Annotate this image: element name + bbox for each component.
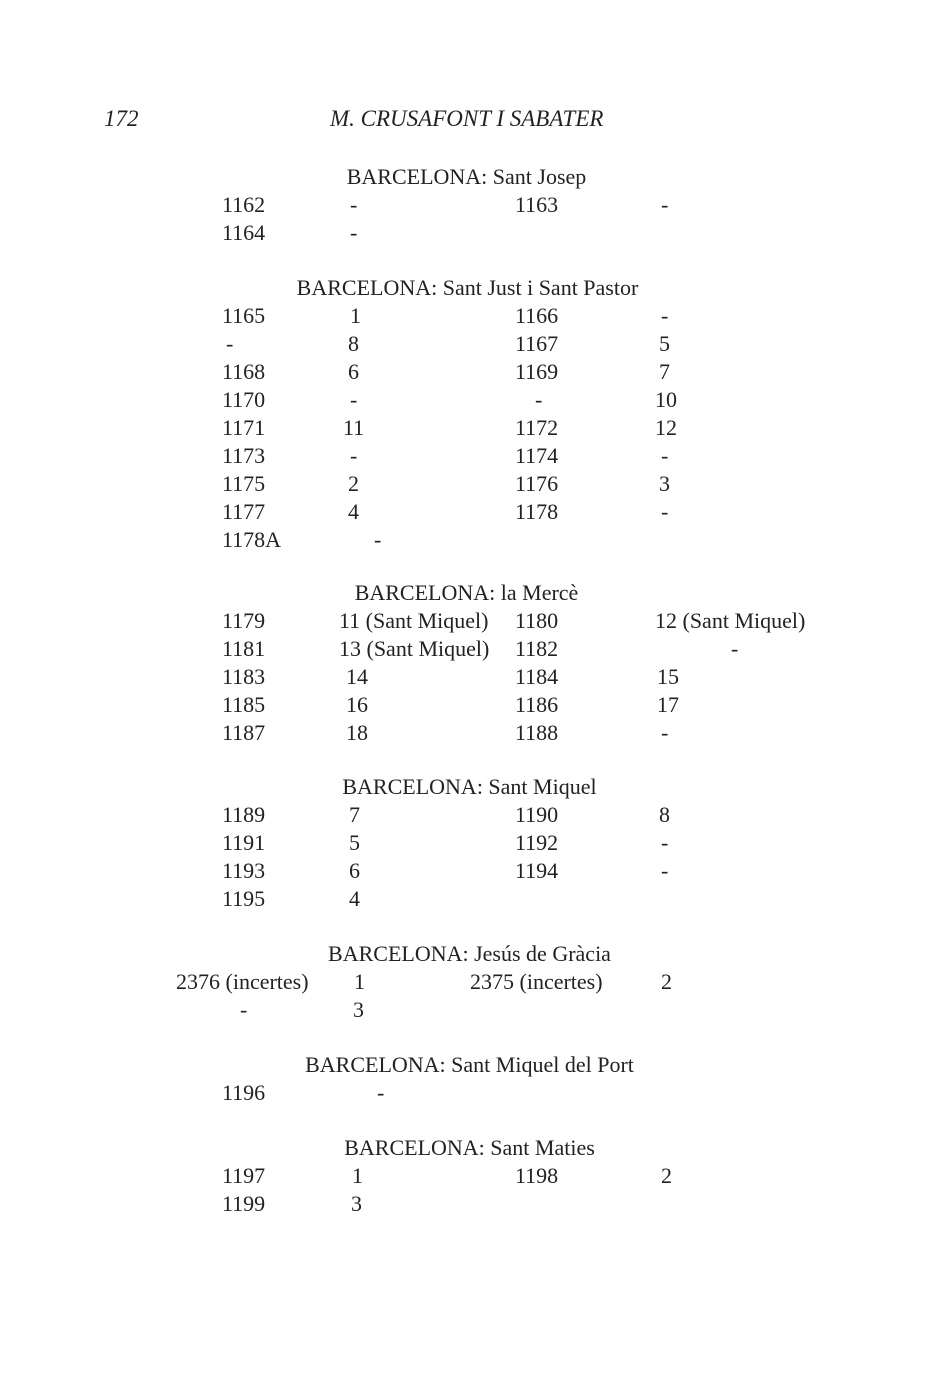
table-row [0,443,927,471]
table-row [0,387,927,415]
table-row [0,415,927,443]
table-row [0,1163,927,1191]
cell: 1164 [222,220,266,245]
table-row [0,886,927,914]
cell: 11 (Sant Miquel) [339,608,489,633]
cell: 1173 [222,443,266,468]
table-row [0,192,927,220]
cell: - [377,1080,385,1105]
cell: 3 [351,1191,362,1216]
cell: - [226,331,234,356]
table-row [0,1080,927,1108]
cell: 2375 (incertes) [470,969,603,994]
cell: 1180 [515,608,559,633]
table-row [0,997,927,1025]
cell: 2 [661,969,672,994]
cell: - [731,636,739,661]
cell: - [661,443,669,468]
cell: - [240,997,248,1022]
cell: 1169 [515,359,559,384]
cell: 5 [659,331,670,356]
cell: 6 [348,359,359,384]
section-title: BARCELONA: Sant Maties [344,1135,595,1160]
table-row [0,471,927,499]
cell: - [350,387,358,412]
cell: 3 [353,997,364,1022]
cell: 7 [349,802,360,827]
cell: 1176 [515,471,559,496]
cell: 1171 [222,415,266,440]
cell: 1 [352,1163,363,1188]
table-row [0,969,927,997]
cell: 5 [349,830,360,855]
cell: 1195 [222,886,266,911]
cell: 17 [657,692,679,717]
cell: 14 [346,664,368,689]
cell: 1188 [515,720,559,745]
cell: 2 [348,471,359,496]
cell: 1175 [222,471,266,496]
cell: 1178A [222,527,282,552]
cell: 1185 [222,692,266,717]
cell: - [374,527,382,552]
cell: 1 [350,303,361,328]
cell: 3 [659,471,670,496]
cell: 11 [343,415,365,440]
section-title: BARCELONA: Jesús de Gràcia [328,941,611,966]
table-row [0,331,927,359]
section-title: BARCELONA: Sant Josep [346,164,587,189]
table-row [0,527,927,555]
table-row [0,636,927,664]
cell: 1168 [222,359,266,384]
cell: 1194 [515,858,559,883]
cell: - [661,192,669,217]
cell: 1184 [515,664,559,689]
cell: 1177 [222,499,266,524]
cell: 1196 [222,1080,266,1105]
cell: 1187 [222,720,266,745]
cell: 1172 [515,415,559,440]
page-number: 172 [104,106,139,131]
table-row [0,830,927,858]
running-head: M. CRUSAFONT I SABATER [330,106,604,131]
cell: 15 [657,664,679,689]
cell: 1199 [222,1191,266,1216]
cell: 1189 [222,802,266,827]
cell: 1186 [515,692,559,717]
cell: 7 [659,359,670,384]
cell: 1178 [515,499,559,524]
table-row [0,1191,927,1219]
cell: 2 [661,1163,672,1188]
table-row [0,664,927,692]
cell: 12 [655,415,677,440]
cell: 8 [659,802,670,827]
cell: 1181 [222,636,266,661]
table-row [0,608,927,636]
cell: 16 [346,692,368,717]
cell: - [350,192,358,217]
cell: 1162 [222,192,266,217]
table-row [0,499,927,527]
cell: 1170 [222,387,266,412]
cell: 1179 [222,608,266,633]
cell: 1182 [515,636,559,661]
cell: 1192 [515,830,559,855]
cell: 4 [349,886,360,911]
cell: - [661,720,669,745]
cell: - [661,858,669,883]
table-row [0,692,927,720]
cell: 1174 [515,443,559,468]
cell: - [661,303,669,328]
cell: 1190 [515,802,559,827]
cell: 1183 [222,664,266,689]
cell: - [535,387,543,412]
section-title: BARCELONA: Sant Miquel [342,774,597,799]
cell: - [350,220,358,245]
cell: - [661,830,669,855]
cell: 2376 (incertes) [176,969,309,994]
cell: 6 [349,858,360,883]
cell: 1166 [515,303,559,328]
cell: 1198 [515,1163,559,1188]
cell: 4 [348,499,359,524]
cell: 1193 [222,858,266,883]
cell: 1165 [222,303,266,328]
cell: 8 [348,331,359,356]
table-row [0,802,927,830]
table-row [0,720,927,748]
section-title: BARCELONA: Sant Miquel del Port [305,1052,634,1077]
table-row [0,220,927,248]
cell: 1197 [222,1163,266,1188]
cell: - [661,499,669,524]
table-row [0,359,927,387]
cell: 1167 [515,331,559,356]
cell: - [350,443,358,468]
table-row [0,858,927,886]
cell: 18 [346,720,368,745]
section-title: BARCELONA: Sant Just i Sant Pastor [296,275,639,300]
cell: 13 (Sant Miquel) [339,636,490,661]
cell: 1191 [222,830,266,855]
cell: 1163 [515,192,559,217]
cell: 1 [354,969,365,994]
cell: 10 [655,387,677,412]
section-title: BARCELONA: la Mercè [354,580,579,605]
cell: 12 (Sant Miquel) [655,608,806,633]
table-row [0,303,927,331]
